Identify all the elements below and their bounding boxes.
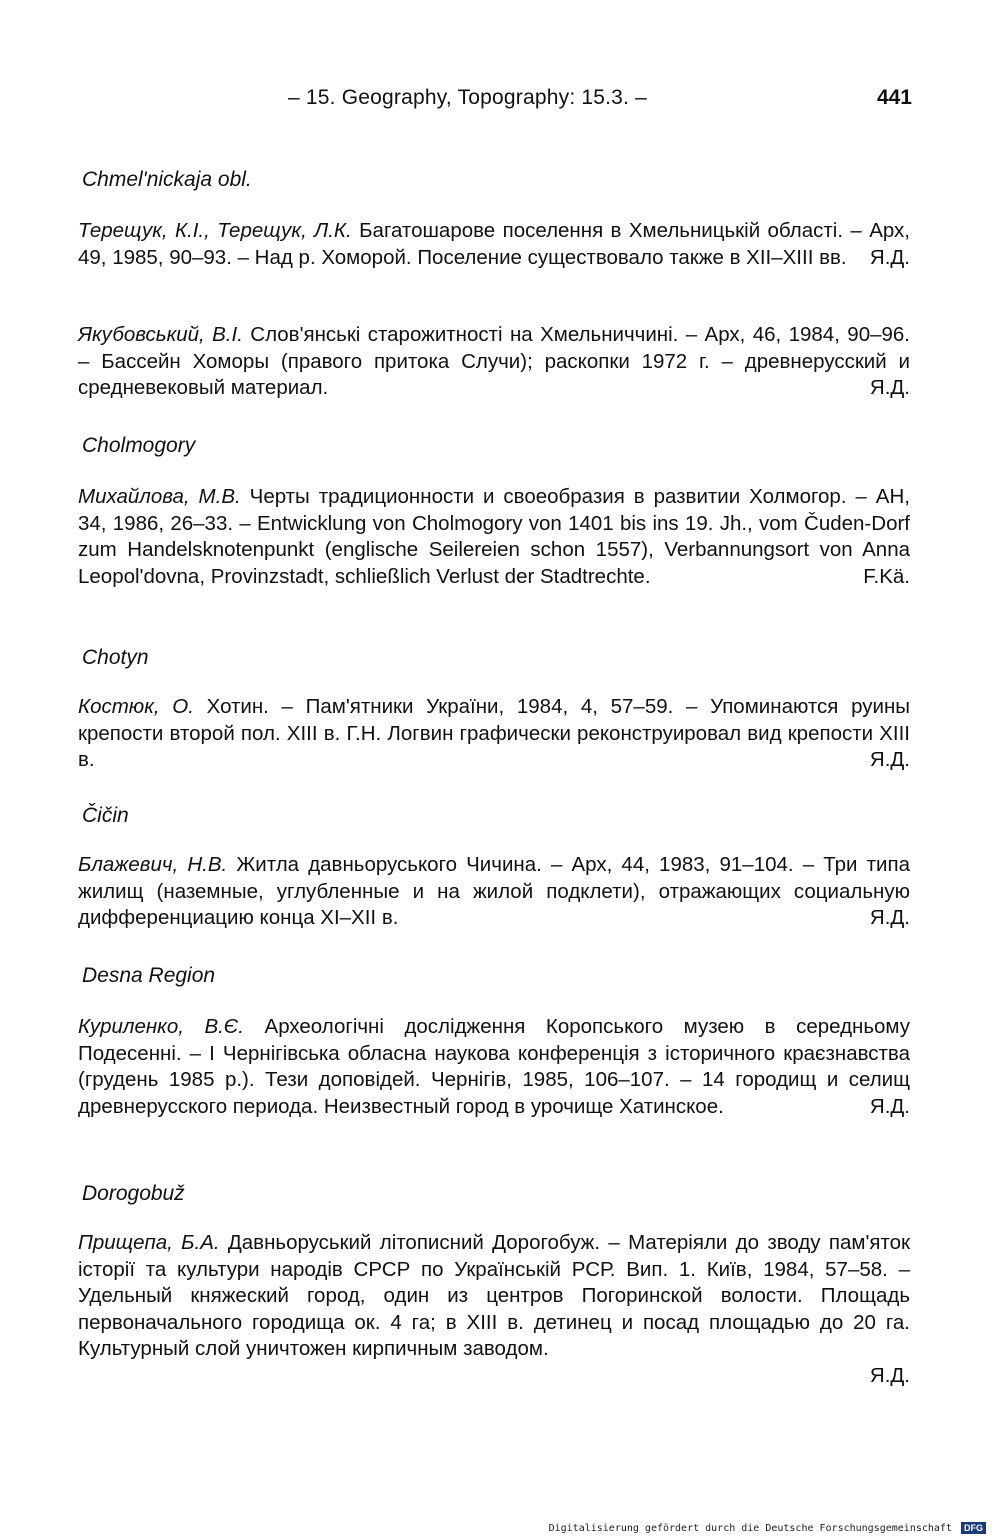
- header-title: – 15. Geography, Topography: 15.3. –: [288, 86, 648, 109]
- entry-author: Куриленко, В.Є.: [78, 1015, 245, 1038]
- entry-text: Археологічні дослідження Коропського музею в середньому Подесенні. – І Чернігівська обласна наукова конференція з історичного краєзнавства (грудень 1985 р.). Тези доповідей. Чернігів, 1985, 106–107. – 14 городищ и селищ древнерусского периода. Неизвестный город в урочище Хатинское.: [78, 1015, 911, 1118]
- bibliography-entry: [78, 694, 910, 774]
- entry-text: Житла давньоруського Чичина. – Арх, 44, 1983, 91–104. – Три типа жилищ (наземные, углубленные и на жилой подклети), отражающих социальную дифференциацию конца XI–XII в.: [78, 853, 910, 929]
- document-page: [78, 0, 912, 1540]
- entry-initials: Я.Д.: [869, 245, 910, 269]
- entry-text: Слов'янські старожитності на Хмельниччині. – Арх, 46, 1984, 90–96. – Бассейн Хоморы (правого притока Случи); раскопки 1972 г. – древнерусский и средневековый материал.: [78, 323, 910, 399]
- entry-author: Прищепа, Б.А.: [78, 1231, 220, 1254]
- entry-initials: Я.Д.: [869, 376, 910, 399]
- entry-author: Якубовський, В.І.: [78, 323, 243, 346]
- entry-author: Терещук, К.І., Терещук, Л.К.: [78, 219, 352, 242]
- page-number: 441: [876, 86, 912, 109]
- running-header: [78, 86, 912, 116]
- entry-text: Хотин. – Пам'ятники України, 1984, 4, 57–59. – Упоминаются руины крепости второй пол. XIII в. Г.Н. Логвин графически реконструировал вид крепости XIII в.: [78, 695, 911, 771]
- entry-text: Давньоруський літописний Дорогобуж. – Матеріяли до зводу пам'яток історії та культури народів СРСР по Українській РСР. Вип. 1. Київ, 1984, 57–58. – Удельный княжеский город, один из центров Погоринской волости. Площадь первоначального городища ок. 4 га; в XIII в. детинец и посад площадью до 20 га. Культурный слой уничтожен кирпичным заводом.: [78, 1231, 910, 1360]
- entry-initials: Я.Д.: [869, 748, 910, 771]
- entry-author: Костюк, О.: [78, 695, 194, 718]
- bibliography-entry: [78, 484, 910, 590]
- entry-author: Блажевич, Н.В.: [78, 853, 228, 876]
- section-heading: Chotyn: [82, 646, 149, 669]
- entry-initials: Я.Д.: [869, 906, 910, 929]
- entry-initials: F.Kä.: [863, 564, 910, 588]
- entry-text: Черты традиционности и своеобразия в развитии Холмогор. – АН, 34, 1986, 26–33. – Entwicklung von Cholmogory von 1401 bis ins 19. Jh., vom Čuden-Dorf zum Handelsknotenpunkt (englische Seilereien schon 1557), Verbannungsort von Anna Leopol'dovna, Provinzstadt, schließlich Verlust der Stadtrechte.: [78, 485, 910, 588]
- bibliography-entry: [78, 218, 910, 271]
- entry-initials: Я.Д.: [869, 1094, 910, 1118]
- section-heading: Cholmogory: [82, 434, 196, 457]
- section-heading: Chmel'nickaja obl.: [82, 168, 252, 191]
- section-heading: Desna Region: [82, 964, 216, 987]
- dfg-logo: DFG: [961, 1522, 986, 1534]
- bibliography-entry: [78, 852, 910, 932]
- entry-initials: Я.Д.: [869, 1363, 910, 1387]
- bibliography-entry: [78, 1230, 910, 1389]
- digitization-notice-text: Digitalisierung gefördert durch die Deutsche Forschungsgemeinschaft: [548, 1523, 952, 1534]
- entry-author: Михайлова, М.В.: [78, 485, 241, 508]
- bibliography-entry: [78, 322, 910, 402]
- entry-text: Багатошарове поселення в Хмельницькій області. – Арх, 49, 1985, 90–93. – Над р. Хоморой. Поселение существовало также в XII–XIII вв.: [78, 219, 910, 269]
- digitization-notice: [549, 1522, 986, 1534]
- bibliography-entry: [78, 1014, 910, 1120]
- section-heading: Čičin: [82, 804, 129, 827]
- section-heading: Dorogobuž: [82, 1182, 185, 1205]
